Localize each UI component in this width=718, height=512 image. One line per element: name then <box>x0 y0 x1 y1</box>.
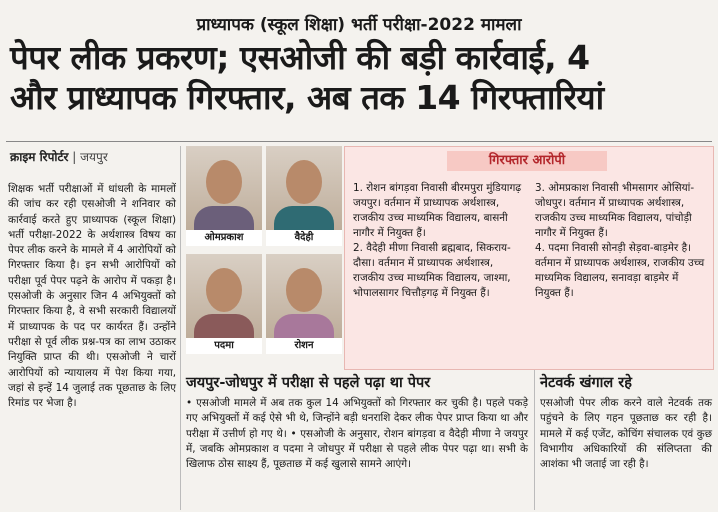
main-headline <box>10 38 710 118</box>
byline-separator: | <box>72 150 81 164</box>
section2-heading: जयपुर-जोधपुर में परीक्षा से पहले पढ़ा था पेपर <box>186 375 431 391</box>
section2-body: • एसओजी मामले में अब तक कुल 14 अभियुक्तों को गिरफ्तार कर चुकी है। पहले पकड़े गए अभियुक्तों में कई ऐसे भी थे, जिन्होंने बड़ी धनराशि देकर लीक पेपर प्राप्त किया था और परीक्षा में उत्तीर्ण हो गए थे। • एसओजी के अनुसार, रोशन बांगड़वा व वैदेही मीणा ने जयपुर में, जबकि ओमप्रकाश व पदमा ने जोधपुर में परीक्षा से पहले लीक पेपर पढ़ा था। सभी के खिलाफ ठोस साक्ष्य हैं, पूछताछ में कई खुलासे सामने आएंगे। <box>186 397 528 471</box>
accused-list-box <box>344 146 714 370</box>
photo-omprakash <box>186 146 262 246</box>
photo-caption: रोशन <box>266 338 342 354</box>
face-shape <box>206 160 242 204</box>
kicker-headline: प्राध्यापक (स्कूल शिक्षा) भर्ती परीक्षा-2022 मामला <box>196 15 522 35</box>
face-shape <box>286 268 322 312</box>
accused-list-left: 1. रोशन बांगड़वा निवासी बीरमपुरा मुंडियागढ़ जयपुर। वर्तमान में प्राध्यापक अर्थशास्त्र, राजकीय उच्च माध्यमिक विद्यालय, बासनी नागौर में नियुक्त हैं। 2. वैदेही मीणा निवासी ब्रह्मबाद, सिकराय-दौसा। वर्तमान में प्राध्यापक अर्थशास्त्र, राजकीय उच्च माध्यमिक विद्यालय, जाश्मा, भोपालसागर चित्तौड़गढ़ में नियुक्त हैं। <box>353 182 522 299</box>
photo-caption: पदमा <box>186 338 262 354</box>
accused-list-right: 3. ओमप्रकाश निवासी भीमसागर ओसियां-जोधपुर। वर्तमान में प्राध्यापक अर्थशास्त्र, राजकीय उच्च माध्यमिक विद्यालय, पांचोड़ी नागौर में नियुक्त हैं। 4. पदमा निवासी सोनड़ी सेड़वा-बाड़मेर है। वर्तमान में प्राध्यापक अर्थशास्त्र, राजकीय उच्च माध्यमिक विद्यालय, सनावड़ा बाड़मेर में नियुक्त हैं। <box>535 182 705 299</box>
article-column-1: शिक्षक भर्ती परीक्षाओं में धांधली के मामलों की जांच कर रही एसओजी ने शनिवार को कार्रवाई करते हुए प्राध्यापक (स्कूल शिक्षा) भर्ती परीक्षा-2022 के अर्थशास्त्र विषय का पेपर लीक करने के मामले में 4 आरोपियों को गिरफ्तार किया है। इन सभी आरोपियों को परीक्षा पूर्व पेपर पढ़ने के आरोप में पकड़ा है। एसओजी के अनुसार जिन 4 अभियुक्तों को गिरफ्तार किया है, वे सभी सरकारी विद्यालयों में प्राध्यापक के पद पर कार्यरत हैं। उन्होंने परीक्षा से पूर्व लीक प्रश्न-पत्र का लाभ उठाकर नियुक्ति प्राप्त की थी। एसओजी ने चारों आरोपियों को न्यायालय में पेश किया गया, जहां से इन्हें 14 जुलाई तक पूछताछ के लिए रिमांड पर भेजा है। <box>8 183 176 410</box>
column-divider-1 <box>180 146 181 510</box>
headline-line-2: और प्राध्यापक गिरफ्तार, अब तक 14 गिरफ्तारियां <box>10 78 604 117</box>
column-divider-2 <box>534 370 535 510</box>
headline-line-1: पेपर लीक प्रकरण; एसओजी की बड़ी कार्रवाई, 4 <box>10 38 590 77</box>
photo-caption: ओमप्रकाश <box>186 230 262 246</box>
byline <box>10 148 108 165</box>
photo-vaidehi <box>266 146 342 246</box>
photo-caption: वैदेही <box>266 230 342 246</box>
byline-place: जयपुर <box>80 150 108 164</box>
photo-padma <box>186 254 262 354</box>
section3-body: एसओजी पेपर लीक करने वाले नेटवर्क तक पहुंचने के लिए गहन पूछताछ कर रही है। मामले में कई एजेंट, कोचिंग संचालक एवं कुछ विभागीय अधिकारियों की संलिप्तता की आशंका भी जताई जा रही है। <box>540 397 712 471</box>
headline-divider <box>6 141 712 142</box>
face-shape <box>286 160 322 204</box>
photo-roshan <box>266 254 342 354</box>
face-shape <box>206 268 242 312</box>
section3-heading: नेटवर्क खंगाल रहे <box>540 375 632 391</box>
accused-photos <box>186 146 344 366</box>
accused-box-title: गिरफ्तार आरोपी <box>447 151 607 171</box>
byline-label: क्राइम रिपोर्टर <box>10 150 69 164</box>
